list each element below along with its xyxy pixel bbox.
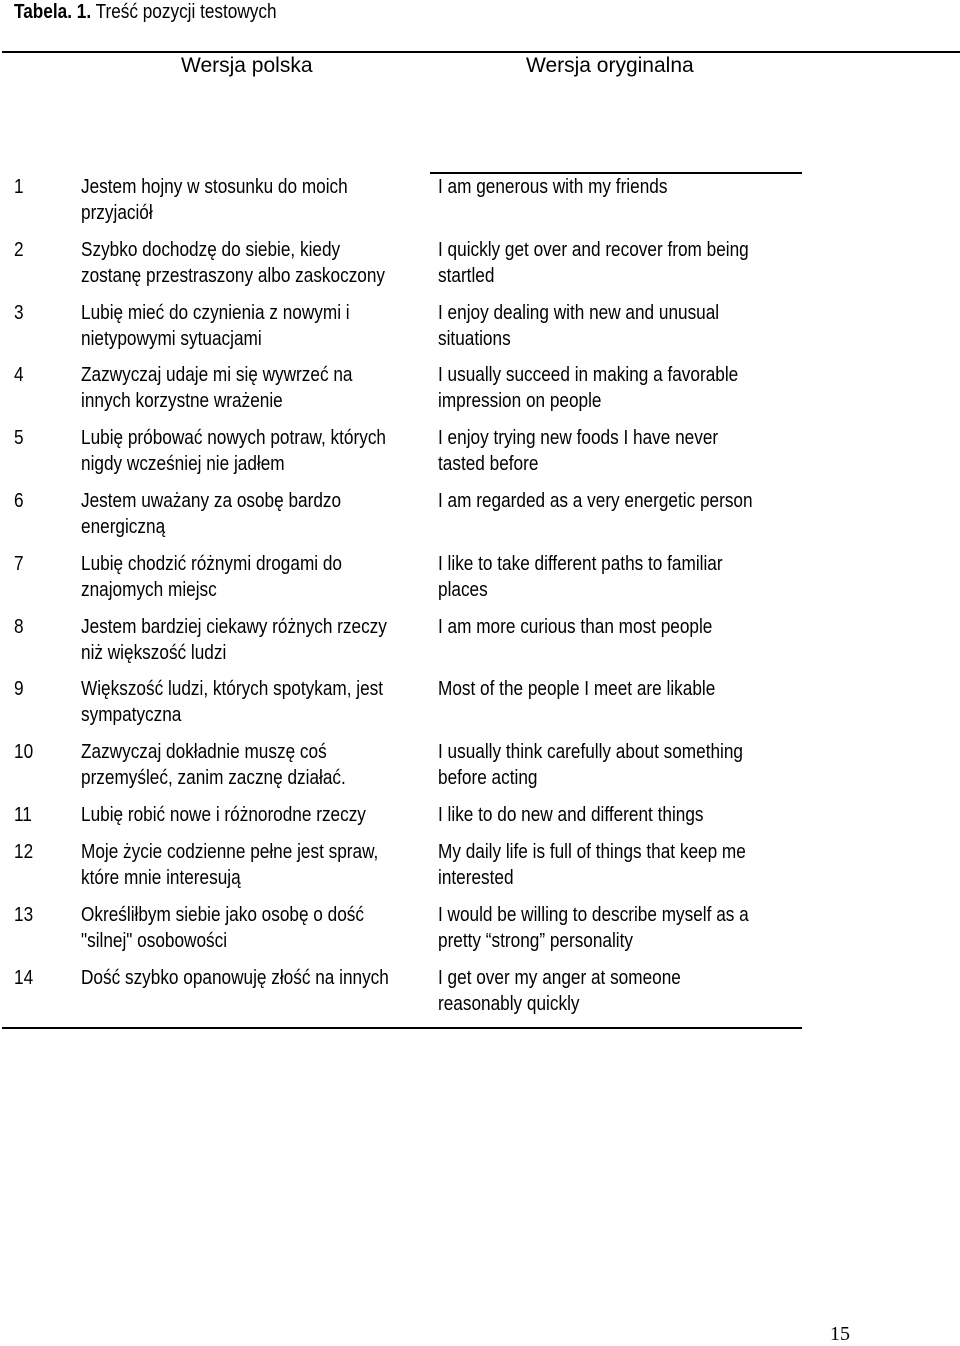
item-number [14, 965, 36, 991]
original-text-line [438, 902, 798, 928]
original-text-line-content: places [438, 578, 488, 601]
polish-text-line-content: Większość ludzi, których spotykam, jest [81, 678, 384, 701]
polish-text-line [81, 488, 431, 514]
original-text-line [438, 425, 798, 451]
original-text-line [438, 551, 798, 577]
item-original-text [438, 614, 798, 640]
original-text-line-content: I usually think carefully about something [438, 741, 743, 764]
polish-text-line [81, 676, 431, 702]
original-text-line [438, 388, 798, 414]
original-text-line [438, 263, 798, 289]
polish-text-line-content: Zazwyczaj dokładnie muszę coś [81, 741, 327, 764]
original-text-line-content: I like to take different paths to familiar [438, 552, 723, 575]
polish-text-line-content: zostanę przestraszony albo zaskoczony [81, 264, 386, 287]
polish-text-line [81, 902, 431, 928]
polish-text-line-content: Lubię próbować nowych potraw, których [81, 427, 386, 450]
item-number-text: 13 [14, 903, 34, 926]
original-text-line-content: I quickly get over and recover from being [438, 238, 749, 261]
polish-text-line [81, 174, 431, 200]
polish-text-line-content: sympatyczna [81, 704, 182, 727]
item-number-text: 5 [14, 427, 24, 450]
original-text-line-content: I like to do new and different things [438, 803, 704, 826]
polish-text-line-content: Dość szybko opanowuję złość na innych [81, 966, 389, 989]
item-number [14, 362, 25, 388]
original-text-line [438, 451, 798, 477]
polish-text-line-content: znajomych miejsc [81, 578, 217, 601]
table-row [0, 802, 800, 839]
item-number [14, 551, 25, 577]
original-text-line [438, 765, 798, 791]
original-text-line-content: I get over my anger at someone [438, 966, 681, 989]
polish-text-line [81, 388, 431, 414]
polish-text-line [81, 640, 431, 666]
polish-text-line [81, 702, 431, 728]
item-original-text [438, 965, 798, 1017]
original-text-line-content: reasonably quickly [438, 992, 580, 1015]
polish-text-line-content: Lubię robić nowe i różnorodne rzeczy [81, 803, 366, 826]
original-text-line [438, 676, 798, 702]
original-text-line-content: situations [438, 327, 511, 350]
polish-text-line-content: Szybko dochodzę do siebie, kiedy [81, 238, 341, 261]
item-original-text [438, 488, 798, 514]
table-row [0, 551, 800, 614]
original-text-line-content: pretty “strong” personality [438, 929, 634, 952]
item-number-text: 8 [14, 615, 24, 638]
polish-text-line-content: Lubię chodzić różnymi drogami do [81, 552, 343, 575]
original-text-line-content: startled [438, 264, 495, 287]
original-text-line [438, 739, 798, 765]
item-polish-text [81, 551, 431, 603]
table-row [0, 614, 800, 677]
table-row [0, 839, 800, 902]
item-number [14, 237, 25, 263]
item-number [14, 174, 25, 200]
original-text-line [438, 802, 798, 828]
item-polish-text [81, 902, 431, 954]
original-text-line-content: I enjoy dealing with new and unusual [438, 301, 720, 324]
item-original-text [438, 300, 798, 352]
polish-text-line-content: Moje życie codzienne pełne jest spraw, [81, 840, 379, 863]
original-text-line [438, 362, 798, 388]
items-table [0, 174, 800, 1027]
original-text-line-content: Most of the people I meet are likable [438, 678, 716, 701]
original-text-line-content: I would be willing to describe myself as a [438, 903, 749, 926]
item-original-text [438, 802, 798, 828]
item-polish-text [81, 488, 431, 540]
original-text-line [438, 614, 798, 640]
item-number-text: 11 [14, 803, 32, 826]
item-number [14, 614, 25, 640]
item-number [14, 739, 36, 765]
polish-text-line [81, 200, 431, 226]
polish-text-line [81, 865, 431, 891]
original-text-line [438, 488, 798, 514]
item-original-text [438, 676, 798, 702]
polish-text-line [81, 802, 431, 828]
item-polish-text [81, 965, 431, 991]
table-row [0, 362, 800, 425]
table-caption-label: Tabela. 1. [14, 1, 92, 23]
item-original-text [438, 839, 798, 891]
item-original-text [438, 237, 798, 289]
polish-text-line [81, 577, 431, 603]
table-row [0, 237, 800, 300]
original-text-line-content: interested [438, 866, 514, 889]
original-text-line [438, 965, 798, 991]
polish-text-line [81, 451, 431, 477]
item-number [14, 839, 36, 865]
polish-text-line-content: Lubię mieć do czynienia z nowymi i [81, 301, 350, 324]
polish-text-line [81, 614, 431, 640]
table-row [0, 676, 800, 739]
polish-text-line [81, 362, 431, 388]
original-text-line [438, 174, 798, 200]
original-text-line-content: impression on people [438, 390, 602, 413]
item-polish-text [81, 174, 431, 226]
polish-text-line-content: Jestem uważany za osobę bardzo [81, 489, 342, 512]
table-caption-title: Treść pozycji testowych [95, 1, 277, 23]
original-text-line [438, 865, 798, 891]
item-original-text [438, 739, 798, 791]
item-number-text: 4 [14, 364, 24, 387]
original-text-line [438, 300, 798, 326]
item-number-text: 10 [14, 741, 34, 764]
table-row [0, 174, 800, 237]
polish-text-line [81, 765, 431, 791]
polish-text-line-content: nigdy wcześniej nie jadłem [81, 453, 285, 476]
original-text-line [438, 928, 798, 954]
polish-text-line-content: które mnie interesują [81, 866, 241, 889]
table-row [0, 902, 800, 965]
item-number-text: 14 [14, 966, 34, 989]
item-polish-text [81, 676, 431, 728]
item-polish-text [81, 802, 431, 828]
item-polish-text [81, 362, 431, 414]
polish-text-line-content: niż większość ludzi [81, 641, 227, 664]
item-number-text: 3 [14, 301, 24, 324]
polish-text-line-content: przyjaciół [81, 202, 153, 224]
polish-text-line-content: innych korzystne wrażenie [81, 390, 283, 413]
item-polish-text [81, 425, 431, 477]
polish-text-line [81, 965, 431, 991]
item-number-text: 2 [14, 238, 24, 261]
item-polish-text [81, 839, 431, 891]
polish-text-line [81, 300, 431, 326]
original-text-line-content: I am regarded as a very energetic person [438, 489, 753, 512]
header-polish-version: Wersja polska [181, 54, 313, 77]
polish-text-line [81, 928, 431, 954]
polish-text-line [81, 839, 431, 865]
polish-text-line [81, 551, 431, 577]
polish-text-line [81, 326, 431, 352]
item-polish-text [81, 237, 431, 289]
original-text-line-content: before acting [438, 767, 538, 790]
table-row [0, 488, 800, 551]
item-number-text: 7 [14, 552, 24, 575]
original-text-line-content: My daily life is full of things that keep me [438, 840, 746, 863]
item-number [14, 300, 25, 326]
polish-text-line [81, 425, 431, 451]
polish-text-line-content: energiczną [81, 515, 166, 538]
polish-text-line [81, 237, 431, 263]
table-row [0, 739, 800, 802]
item-number [14, 676, 25, 702]
item-original-text [438, 425, 798, 477]
polish-text-line-content: Jestem bardziej ciekawy różnych rzeczy [81, 615, 387, 638]
item-number-text: 12 [14, 840, 34, 863]
item-polish-text [81, 739, 431, 791]
original-text-line-content: tasted before [438, 453, 539, 476]
original-text-line [438, 237, 798, 263]
polish-text-line-content: Jestem hojny w stosunku do moich [81, 176, 348, 198]
item-number [14, 488, 25, 514]
polish-text-line [81, 739, 431, 765]
original-text-line [438, 991, 798, 1017]
table-caption [14, 0, 319, 24]
item-polish-text [81, 300, 431, 352]
original-text-line-content: I usually succeed in making a favorable [438, 364, 739, 387]
header-original-version: Wersja oryginalna [526, 54, 694, 77]
polish-text-line-content: przemyśleć, zanim zacznę działać. [81, 767, 346, 790]
item-original-text [438, 362, 798, 414]
original-text-line-content: I am more curious than most people [438, 615, 713, 638]
item-number [14, 425, 25, 451]
table-row [0, 425, 800, 488]
item-original-text [438, 551, 798, 603]
original-text-line-content: I enjoy trying new foods I have never [438, 427, 719, 450]
top-rule [2, 51, 960, 53]
table-row [0, 965, 800, 1028]
item-number-text: 6 [14, 489, 24, 512]
original-text-line [438, 577, 798, 603]
item-original-text [438, 902, 798, 954]
item-number [14, 802, 35, 828]
polish-text-line-content: Określiłbym siebie jako osobę o dość [81, 903, 364, 926]
item-number [14, 902, 36, 928]
page-number: 15 [830, 1323, 850, 1345]
item-number-text: 9 [14, 678, 24, 701]
table-row [0, 300, 800, 363]
polish-text-line [81, 514, 431, 540]
polish-text-line-content: Zazwyczaj udaje mi się wywrzeć na [81, 364, 353, 387]
bottom-rule [2, 1027, 802, 1029]
polish-text-line-content: nietypowymi sytuacjami [81, 327, 262, 350]
original-text-line [438, 326, 798, 352]
item-original-text [438, 174, 798, 200]
original-text-line-content: I am generous with my friends [438, 176, 668, 198]
original-text-line [438, 839, 798, 865]
item-number-text: 1 [14, 176, 24, 198]
polish-text-line-content: "silnej" osobowości [81, 929, 228, 952]
polish-text-line [81, 263, 431, 289]
item-polish-text [81, 614, 431, 666]
